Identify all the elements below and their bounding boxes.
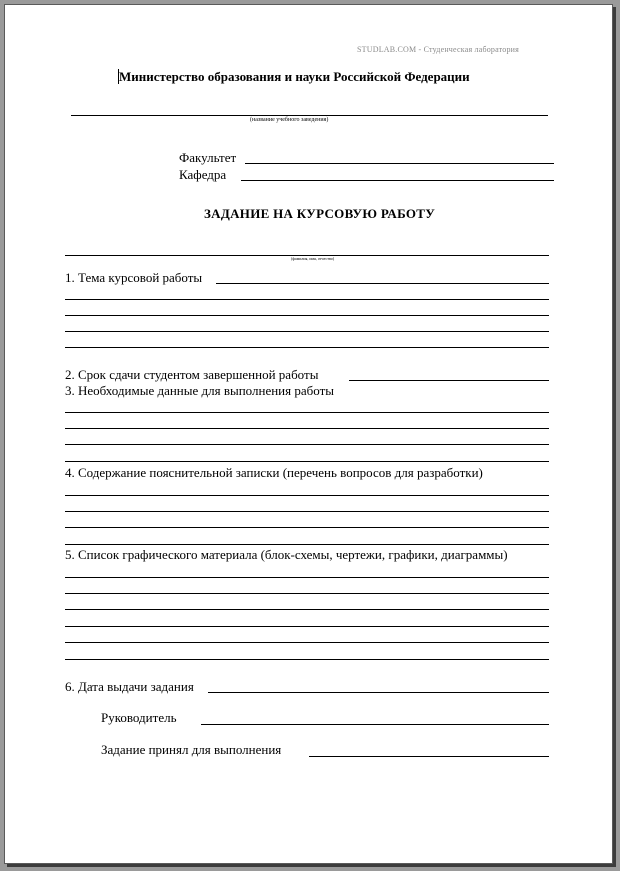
input-data-line[interactable] — [65, 444, 549, 445]
item-input-data-label: 3. Необходимые данные для выполнения работы — [65, 383, 334, 398]
accepted-label: Задание принял для выполнения — [101, 742, 282, 757]
department-line[interactable] — [241, 180, 554, 181]
graphics-line[interactable] — [65, 593, 549, 594]
faculty-label: Факультет — [179, 150, 237, 165]
watermark-text: STUDLAB.COM - Студенческая лаборатория — [357, 45, 520, 54]
issue-date-line[interactable] — [208, 692, 549, 693]
item-issue-date-label: 6. Дата выдачи задания — [65, 679, 194, 694]
deadline-line[interactable] — [349, 380, 549, 381]
topic-line[interactable] — [65, 315, 549, 316]
institution-caption: (название учебного заведения) — [250, 117, 329, 123]
contents-line[interactable] — [65, 495, 549, 496]
item-contents-label: 4. Содержание пояснительной записки (перечень вопросов для разработки) — [65, 465, 483, 480]
input-data-line[interactable] — [65, 461, 549, 462]
department-label: Кафедра — [179, 167, 227, 182]
graphics-line[interactable] — [65, 626, 549, 627]
document-page — [4, 4, 613, 864]
graphics-line[interactable] — [65, 642, 549, 643]
graphics-line[interactable] — [65, 577, 549, 578]
institution-line[interactable] — [71, 115, 548, 116]
assignment-title: ЗАДАНИЕ НА КУРСОВУЮ РАБОТУ — [204, 206, 436, 221]
contents-line[interactable] — [65, 544, 549, 545]
ministry-heading: Министерство образования и науки Российской Федерации — [119, 69, 470, 84]
supervisor-line[interactable] — [201, 724, 549, 725]
item-deadline-label: 2. Срок сдачи студентом завершенной работы — [65, 367, 319, 382]
graphics-line[interactable] — [65, 609, 549, 610]
input-data-line[interactable] — [65, 428, 549, 429]
topic-line[interactable] — [65, 331, 549, 332]
topic-line[interactable] — [65, 299, 549, 300]
item-topic-label: 1. Тема курсовой работы — [65, 270, 203, 285]
input-data-line[interactable] — [65, 412, 549, 413]
graphics-line[interactable] — [65, 659, 549, 660]
topic-line[interactable] — [216, 283, 549, 284]
contents-line[interactable] — [65, 511, 549, 512]
supervisor-label: Руководитель — [101, 710, 177, 725]
faculty-line[interactable] — [245, 163, 554, 164]
item-graphics-label: 5. Список графического материала (блок-схемы, чертежи, графики, диаграммы) — [65, 547, 508, 562]
contents-line[interactable] — [65, 527, 549, 528]
accepted-line[interactable] — [309, 756, 549, 757]
student-caption: (фамилия, имя, отчество) — [291, 256, 335, 261]
topic-line[interactable] — [65, 347, 549, 348]
